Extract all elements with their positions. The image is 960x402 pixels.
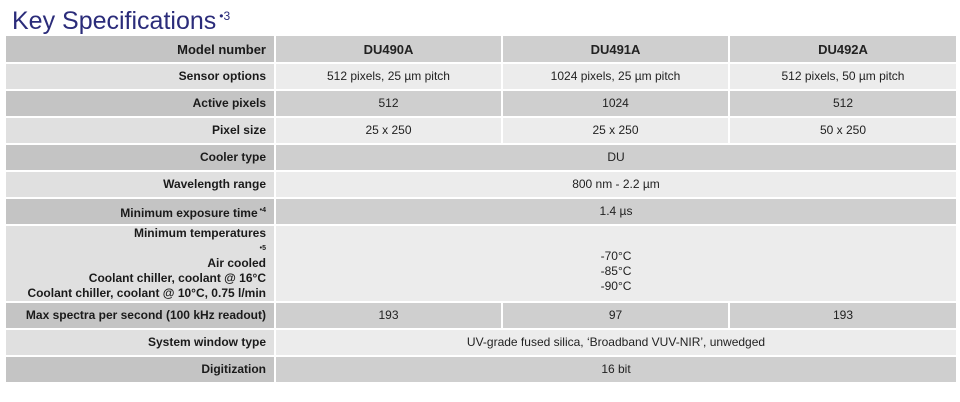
row-label: Active pixels bbox=[5, 90, 275, 117]
min-temperatures-row bbox=[5, 225, 957, 302]
cell-value: 1024 bbox=[502, 90, 729, 117]
model-du492a: DU492A bbox=[729, 35, 957, 63]
cell-value: 800 nm - 2.2 µm bbox=[275, 171, 957, 198]
max-spectra-row bbox=[5, 302, 957, 329]
row-label-line bbox=[14, 226, 266, 256]
active-pixels-row bbox=[5, 90, 957, 117]
sensor-options-row bbox=[5, 63, 957, 90]
model-du491a: DU491A bbox=[502, 35, 729, 63]
pixel-size-row bbox=[5, 117, 957, 144]
footnote-marker: •5 bbox=[259, 245, 266, 252]
cell-value: 1.4 µs bbox=[275, 198, 957, 225]
cell-value: 16 bit bbox=[275, 356, 957, 383]
row-label-cell bbox=[5, 225, 275, 302]
specifications-table bbox=[4, 34, 958, 384]
row-label: Wavelength range bbox=[5, 171, 275, 198]
row-label: Digitization bbox=[5, 356, 275, 383]
row-label: System window type bbox=[5, 329, 275, 356]
cell-value: 1024 pixels, 25 µm pitch bbox=[502, 63, 729, 90]
row-label: Minimum temperatures bbox=[133, 226, 266, 240]
row-label: Pixel size bbox=[5, 117, 275, 144]
wavelength-range-row bbox=[5, 171, 957, 198]
min-exposure-row bbox=[5, 198, 957, 225]
row-label: Sensor options bbox=[5, 63, 275, 90]
digitization-row bbox=[5, 356, 957, 383]
header-row bbox=[5, 35, 957, 63]
cell-value: 512 pixels, 25 µm pitch bbox=[275, 63, 502, 90]
row-label: Minimum exposure time bbox=[120, 205, 258, 220]
row-label: Model number bbox=[5, 35, 275, 63]
model-du490a: DU490A bbox=[275, 35, 502, 63]
cell-value: 512 bbox=[275, 90, 502, 117]
cell-value: 97 bbox=[502, 302, 729, 329]
sublabel: Coolant chiller, coolant @ 10°C, 0.75 l/min bbox=[27, 286, 266, 300]
cooler-type-row bbox=[5, 144, 957, 171]
row-label: Cooler type bbox=[5, 144, 275, 171]
cell-value: 193 bbox=[275, 302, 502, 329]
row-label-cell bbox=[5, 198, 275, 225]
cell-value: UV-grade fused silica, ‘Broadband VUV-NIR’, unwedged bbox=[275, 329, 957, 356]
cell-value: 512 pixels, 50 µm pitch bbox=[729, 63, 957, 90]
cell-value: 25 x 250 bbox=[502, 117, 729, 144]
system-window-row bbox=[5, 329, 957, 356]
title-text: Key Specifications bbox=[12, 7, 217, 35]
row-label: Max spectra per second (100 kHz readout) bbox=[5, 302, 275, 329]
sublabel: Air cooled bbox=[207, 256, 266, 270]
title-footnote: •3 bbox=[219, 9, 231, 23]
cell-value: 25 x 250 bbox=[275, 117, 502, 144]
cell-value: DU bbox=[275, 144, 957, 171]
sublabel: Coolant chiller, coolant @ 16°C bbox=[88, 271, 266, 285]
footnote-marker: •4 bbox=[259, 206, 266, 214]
cell-value-stack bbox=[275, 225, 957, 302]
cell-value: -70°C bbox=[600, 248, 632, 263]
cell-value: -85°C bbox=[600, 263, 632, 278]
cell-value: -90°C bbox=[600, 278, 632, 293]
cell-value: 193 bbox=[729, 302, 957, 329]
cell-value: 512 bbox=[729, 90, 957, 117]
cell-value: 50 x 250 bbox=[729, 117, 957, 144]
page-title bbox=[12, 0, 231, 35]
